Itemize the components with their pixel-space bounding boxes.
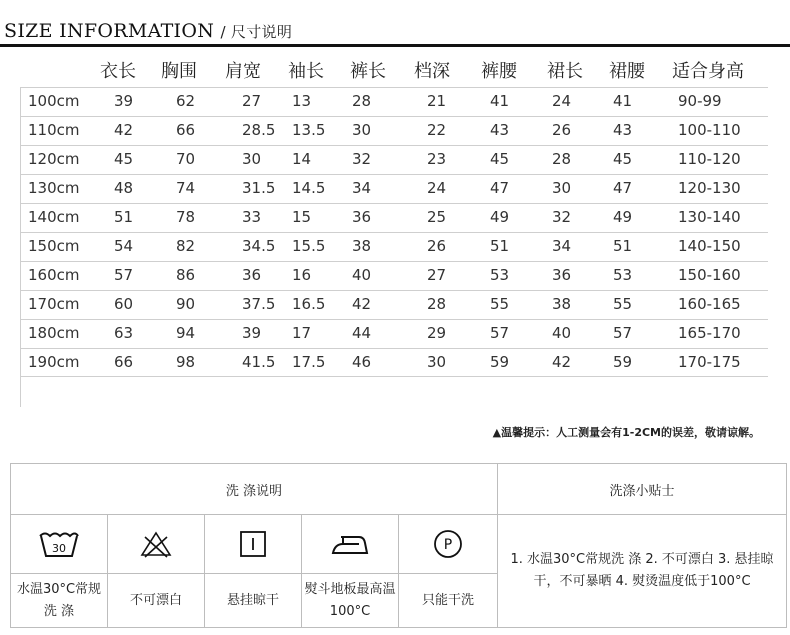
table-cell: 62 (176, 92, 196, 110)
table-cell: 45 (490, 150, 510, 168)
label-line: 水温30°C常规 (16, 581, 102, 597)
table-row (20, 116, 768, 145)
table-cell: 63 (114, 324, 134, 342)
table-row (20, 87, 768, 116)
table-cell: 34 (552, 237, 572, 255)
table-cell: 28.5 (242, 121, 276, 139)
column-header: 衣长 (100, 61, 136, 82)
table-cell: 110-120 (678, 150, 741, 168)
table-cell: 53 (613, 266, 633, 284)
table-cell: 41.5 (242, 353, 276, 371)
table-cell: 34.5 (242, 237, 276, 255)
table-cell: 41 (490, 92, 510, 110)
table-cell: 98 (176, 353, 196, 371)
header-rule (0, 44, 790, 47)
label-line: 熨斗地板最高温 (304, 581, 396, 597)
hang-dry-icon (205, 515, 302, 574)
label-line: 悬挂晾干 (226, 592, 279, 608)
table-cell: 59 (490, 353, 510, 371)
table-cell: 32 (352, 150, 372, 168)
table-cell: 26 (427, 237, 447, 255)
table-cell: 32 (552, 208, 572, 226)
table-cell: 90 (176, 295, 196, 313)
table-cell: 36 (242, 266, 262, 284)
table-cell: 42 (114, 121, 134, 139)
table-cell: 40 (352, 266, 372, 284)
size-cell: 170cm (28, 295, 80, 313)
size-cell: 180cm (28, 324, 80, 342)
table-cell: 25 (427, 208, 447, 226)
table-cell: 15 (292, 208, 312, 226)
table-cell: 51 (114, 208, 134, 226)
table-cell: 43 (613, 121, 633, 139)
table-cell: 51 (613, 237, 633, 255)
table-cell: 140-150 (678, 237, 741, 255)
table-row (20, 348, 768, 377)
table-cell: 13.5 (292, 121, 326, 139)
label-line: 不可漂白 (129, 592, 182, 608)
table-cell: 66 (114, 353, 134, 371)
label-line: 洗 涤 (43, 603, 75, 619)
table-cell: 70 (176, 150, 196, 168)
table-cell: 82 (176, 237, 196, 255)
table-cell: 59 (613, 353, 633, 371)
table-cell: 150-160 (678, 266, 741, 284)
table-cell: 26 (552, 121, 572, 139)
table-cell: 66 (176, 121, 196, 139)
table-cell: 30 (352, 121, 372, 139)
tips-title: 洗涤小贴士 (498, 464, 786, 515)
table-cell: 34 (352, 179, 372, 197)
table-cell: 23 (427, 150, 447, 168)
table-cell: 17.5 (292, 353, 326, 371)
table-cell: 47 (490, 179, 510, 197)
title-en: SIZE INFORMATION (4, 20, 215, 42)
table-cell: 28 (427, 295, 447, 313)
table-cell: 49 (613, 208, 633, 226)
table-cell: 53 (490, 266, 510, 284)
table-cell: 28 (352, 92, 372, 110)
table-cell: 57 (114, 266, 134, 284)
table-cell: 37.5 (242, 295, 276, 313)
table-cell: 74 (176, 179, 196, 197)
table-cell: 57 (490, 324, 510, 342)
column-header: 裤长 (350, 61, 386, 82)
table-cell: 78 (176, 208, 196, 226)
table-body (20, 87, 768, 377)
dry-clean-letter: P (443, 537, 453, 553)
table-cell: 43 (490, 121, 510, 139)
no-bleach-icon (108, 515, 205, 574)
column-header: 裙长 (547, 61, 583, 82)
size-cell: 120cm (28, 150, 80, 168)
table-cell: 60 (114, 295, 134, 313)
label-line: 100°C (329, 603, 371, 619)
wash-temp-text: 30 (52, 542, 66, 555)
table-cell: 39 (114, 92, 134, 110)
table-cell: 15.5 (292, 237, 326, 255)
dry-clean-p-icon (399, 515, 498, 574)
size-cell: 190cm (28, 353, 80, 371)
table-cell: 49 (490, 208, 510, 226)
table-cell: 27 (242, 92, 262, 110)
column-header: 胸围 (161, 61, 197, 82)
table-cell: 28 (552, 150, 572, 168)
table-cell: 48 (114, 179, 134, 197)
table-cell: 45 (114, 150, 134, 168)
table-cell: 55 (490, 295, 510, 313)
table-cell: 100-110 (678, 121, 741, 139)
column-header: 袖长 (288, 61, 324, 82)
table-cell: 165-170 (678, 324, 741, 342)
washing-title: 洗 涤说明 (11, 464, 498, 515)
table-cell: 41 (613, 92, 633, 110)
care-label-hang-dry (205, 574, 302, 627)
table-row (20, 290, 768, 319)
page-title (4, 20, 292, 42)
column-header: 适合身高 (672, 61, 744, 82)
table-row (20, 145, 768, 174)
table-cell: 30 (552, 179, 572, 197)
column-header: 肩宽 (225, 61, 261, 82)
table-cell: 17 (292, 324, 312, 342)
size-cell: 140cm (28, 208, 80, 226)
size-info-header (0, 18, 790, 46)
size-cell: 110cm (28, 121, 80, 139)
wash-30-icon (11, 515, 108, 574)
column-header: 档深 (414, 61, 450, 82)
tips-line: 1. 水温30°C常规洗 涤 2. 不可漂白 3. 悬挂晾 (510, 552, 774, 567)
table-cell: 31.5 (242, 179, 276, 197)
table-cell: 42 (552, 353, 572, 371)
table-cell: 40 (552, 324, 572, 342)
table-cell: 54 (114, 237, 134, 255)
table-cell: 45 (613, 150, 633, 168)
column-header: 裙腰 (609, 61, 645, 82)
care-tips (498, 515, 786, 627)
table-header-row (20, 57, 768, 87)
table-cell: 39 (242, 324, 262, 342)
measurement-note: ▲温馨提示：人工测量会有1-2CM的误差，敬请谅解。 (492, 426, 760, 439)
care-label-wash (11, 574, 108, 627)
table-cell: 30 (242, 150, 262, 168)
label-line: 只能干洗 (421, 592, 474, 608)
table-cell: 90-99 (678, 92, 722, 110)
table-cell: 38 (352, 237, 372, 255)
table-cell: 57 (613, 324, 633, 342)
table-cell: 51 (490, 237, 510, 255)
iron-icon (302, 515, 399, 574)
table-row (20, 232, 768, 261)
table-cell: 170-175 (678, 353, 741, 371)
column-header: 裤腰 (481, 61, 517, 82)
table-cell: 44 (352, 324, 372, 342)
table-cell: 24 (552, 92, 572, 110)
table-cell: 16 (292, 266, 312, 284)
table-row (20, 203, 768, 232)
size-table (20, 57, 768, 377)
table-cell: 22 (427, 121, 447, 139)
table-cell: 55 (613, 295, 633, 313)
table-cell: 46 (352, 353, 372, 371)
table-cell: 36 (552, 266, 572, 284)
table-cell: 21 (427, 92, 447, 110)
care-label-iron (302, 574, 399, 627)
table-cell: 130-140 (678, 208, 741, 226)
table-cell: 16.5 (292, 295, 326, 313)
table-cell: 160-165 (678, 295, 741, 313)
table-row (20, 261, 768, 290)
table-cell: 14 (292, 150, 312, 168)
size-cell: 130cm (28, 179, 80, 197)
size-cell: 100cm (28, 92, 80, 110)
size-cell: 150cm (28, 237, 80, 255)
table-cell: 120-130 (678, 179, 741, 197)
table-cell: 42 (352, 295, 372, 313)
tips-line: 干，不可暴晒 4. 熨烫温度低于100°C (533, 574, 751, 589)
table-row (20, 174, 768, 203)
table-cell: 14.5 (292, 179, 326, 197)
table-cell: 86 (176, 266, 196, 284)
table-cell: 13 (292, 92, 312, 110)
table-cell: 36 (352, 208, 372, 226)
table-cell: 27 (427, 266, 447, 284)
table-cell: 38 (552, 295, 572, 313)
care-label-no-bleach (108, 574, 205, 627)
table-cell: 29 (427, 324, 447, 342)
care-label-dry-clean (399, 574, 498, 627)
table-cell: 33 (242, 208, 262, 226)
table-cell: 30 (427, 353, 447, 371)
table-cell: 94 (176, 324, 196, 342)
table-cell: 24 (427, 179, 447, 197)
table-row (20, 319, 768, 348)
size-cell: 160cm (28, 266, 80, 284)
title-cn: / 尺寸说明 (220, 23, 293, 41)
table-cell: 47 (613, 179, 633, 197)
care-instructions-panel (10, 463, 787, 628)
